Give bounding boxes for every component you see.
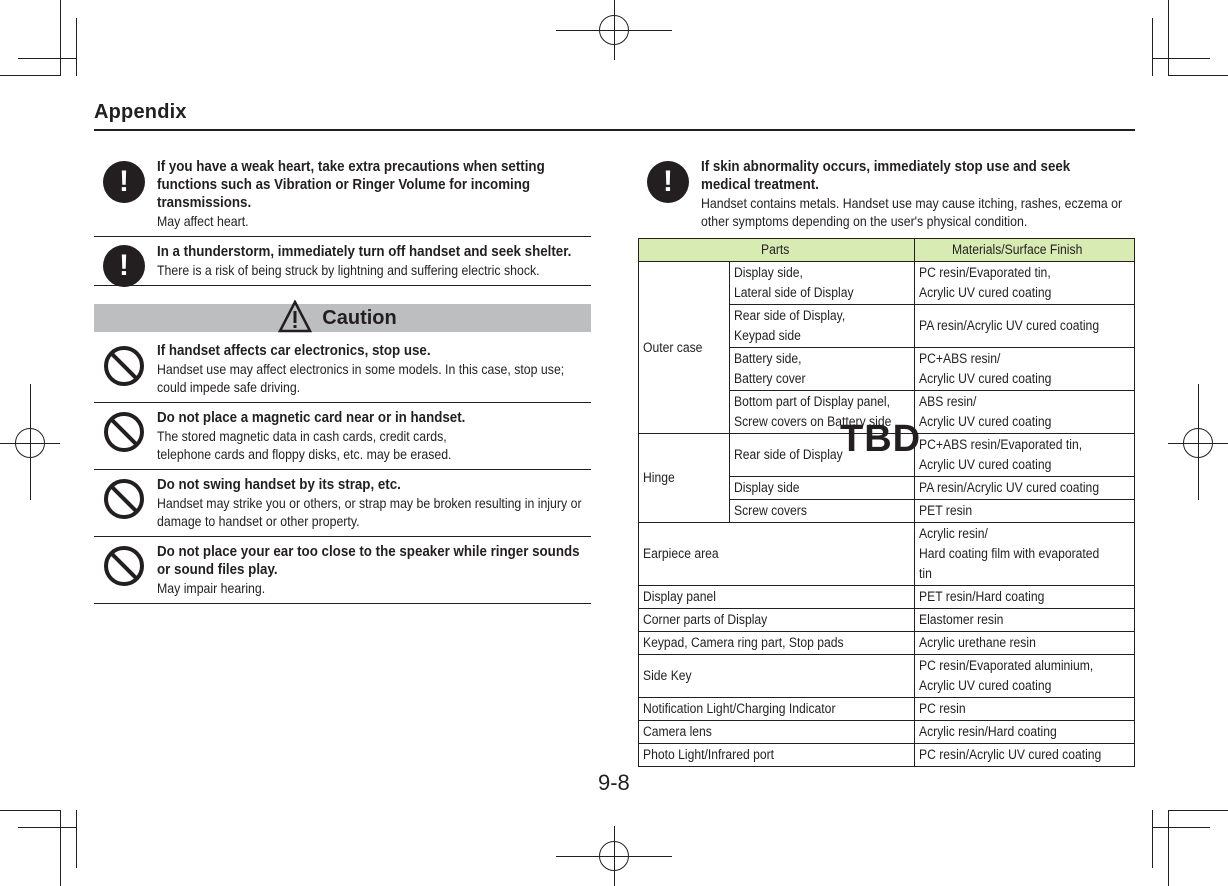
prohibition-body: The stored magnetic data in cash cards, credit cards, telephone cards and floppy disks, etc. may be erased. bbox=[157, 428, 452, 462]
table-row bbox=[639, 523, 1135, 586]
material-cell: PET resin bbox=[915, 500, 1135, 523]
prohibited-icon bbox=[103, 411, 145, 453]
table-row bbox=[639, 632, 1135, 655]
prohibition-heading: Do not swing handset by its strap, etc. bbox=[157, 477, 401, 493]
material-cell: Acrylic resin/ Hard coating film with evaporated tin bbox=[915, 523, 1135, 586]
exclamation-icon: ! bbox=[103, 245, 145, 287]
material-cell: PC resin/Evaporated aluminium, Acrylic UV cured coating bbox=[915, 655, 1135, 698]
prohibition-item bbox=[94, 342, 591, 403]
table-row bbox=[639, 609, 1135, 632]
table-row bbox=[639, 586, 1135, 609]
part-cell: Rear side of Display bbox=[730, 434, 915, 477]
warning-item bbox=[94, 158, 591, 237]
prohibition-body: Handset use may affect electronics in some models. In this case, stop use; could impede safe driving. bbox=[157, 361, 565, 395]
material-cell: PC resin bbox=[915, 698, 1135, 721]
material-cell: ABS resin/ Acrylic UV cured coating bbox=[915, 391, 1135, 434]
page-number: 9-8 bbox=[598, 770, 630, 795]
part-cell: Notification Light/Charging Indicator bbox=[639, 698, 915, 721]
material-cell: Elastomer resin bbox=[915, 609, 1135, 632]
warning-heading: If you have a weak heart, take extra precautions when setting functions such as Vibration or Ringer Volume for incoming transmissions. bbox=[157, 159, 545, 211]
warning-body: Handset contains metals. Handset use may cause itching, rashes, eczema or other symptoms depending on the user's physical condition. bbox=[701, 195, 1123, 229]
table-row bbox=[639, 721, 1135, 744]
table-row bbox=[639, 655, 1135, 698]
material-cell: PA resin/Acrylic UV cured coating bbox=[915, 477, 1135, 500]
prohibition-item bbox=[94, 470, 591, 537]
part-cell: Screw covers bbox=[730, 500, 915, 523]
table-header-row bbox=[639, 239, 1135, 262]
section-title: Appendix bbox=[94, 101, 187, 123]
material-cell: PA resin/Acrylic UV cured coating bbox=[915, 305, 1135, 348]
prohibition-body: May impair hearing. bbox=[157, 580, 266, 596]
prohibition-heading: Do not place a magnetic card near or in handset. bbox=[157, 410, 466, 426]
prohibition-heading: Do not place your ear too close to the speaker while ringer sounds or sound files play. bbox=[157, 544, 580, 578]
header-materials: Materials/Surface Finish bbox=[915, 239, 1135, 262]
material-cell: Acrylic urethane resin bbox=[915, 632, 1135, 655]
part-cell: Earpiece area bbox=[639, 523, 915, 586]
material-cell: PET resin/Hard coating bbox=[915, 586, 1135, 609]
title-rule bbox=[94, 129, 1135, 131]
caution-banner bbox=[94, 304, 591, 332]
warning-heading: If skin abnormality occurs, immediately stop use and seek medical treatment. bbox=[701, 159, 1071, 193]
warning-heading: In a thunderstorm, immediately turn off handset and seek shelter. bbox=[157, 244, 572, 260]
material-cell: PC+ABS resin/ Acrylic UV cured coating bbox=[915, 348, 1135, 391]
prohibited-icon bbox=[103, 478, 145, 520]
prohibition-body: Handset may strike you or others, or strap may be broken resulting in injury or damage to handset or other property. bbox=[157, 495, 582, 529]
part-cell: Rear side of Display, Keypad side bbox=[730, 305, 915, 348]
part-cell: Display panel bbox=[639, 586, 915, 609]
warning-item bbox=[94, 237, 591, 286]
prohibition-item bbox=[94, 403, 591, 470]
table-row bbox=[639, 698, 1135, 721]
part-cell: Bottom part of Display panel, Screw covers on Battery side bbox=[730, 391, 915, 434]
materials-table bbox=[638, 238, 1135, 767]
table-row bbox=[639, 744, 1135, 767]
warning-body: May affect heart. bbox=[157, 213, 249, 229]
material-cell: Acrylic resin/Hard coating bbox=[915, 721, 1135, 744]
part-cell: Photo Light/Infrared port bbox=[639, 744, 915, 767]
material-cell: PC resin/Evaporated tin, Acrylic UV cured coating bbox=[915, 262, 1135, 305]
material-cell: PC resin/Acrylic UV cured coating bbox=[915, 744, 1135, 767]
group-cell: Hinge bbox=[639, 434, 730, 523]
warning-item bbox=[638, 158, 1135, 236]
part-cell: Keypad, Camera ring part, Stop pads bbox=[639, 632, 915, 655]
left-column bbox=[94, 158, 591, 604]
table-row bbox=[639, 262, 1135, 305]
right-column bbox=[638, 158, 1135, 236]
group-cell: Outer case bbox=[639, 262, 730, 434]
part-cell: Battery side, Battery cover bbox=[730, 348, 915, 391]
part-cell: Display side, Lateral side of Display bbox=[730, 262, 915, 305]
prohibition-item bbox=[94, 537, 591, 604]
part-cell: Side Key bbox=[639, 655, 915, 698]
prohibition-heading: If handset affects car electronics, stop use. bbox=[157, 343, 431, 359]
warning-triangle-icon bbox=[278, 300, 312, 334]
exclamation-icon: ! bbox=[103, 161, 145, 203]
prohibited-icon bbox=[103, 545, 145, 587]
part-cell: Corner parts of Display bbox=[639, 609, 915, 632]
part-cell: Camera lens bbox=[639, 721, 915, 744]
tbd-watermark: TBD bbox=[840, 418, 922, 460]
caution-label: Caution bbox=[322, 307, 397, 329]
material-cell: PC+ABS resin/Evaporated tin, Acrylic UV cured coating bbox=[915, 434, 1135, 477]
warning-body: There is a risk of being struck by lightning and suffering electric shock. bbox=[157, 262, 540, 278]
part-cell: Display side bbox=[730, 477, 915, 500]
header-parts: Parts bbox=[639, 239, 915, 262]
prohibited-icon bbox=[103, 345, 145, 387]
exclamation-icon: ! bbox=[647, 161, 689, 203]
